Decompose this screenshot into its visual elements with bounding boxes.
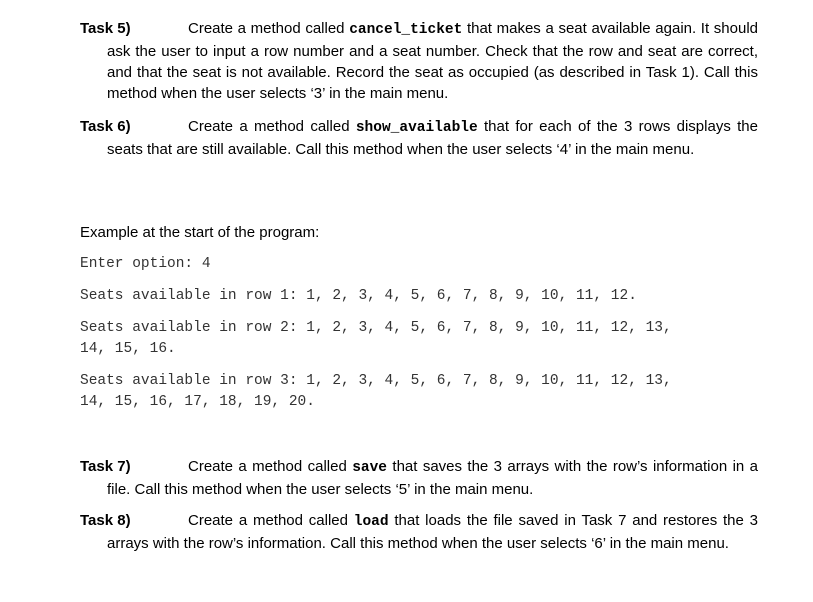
task-6-text-post: that for each of the 3 rows displays the seats that are still available. Call this method when the user selects ‘4’ in the main menu. <box>107 118 758 158</box>
task-6 <box>80 116 758 160</box>
task-5-text-pre: Create a method called <box>188 20 350 37</box>
task-8-method-name: load <box>353 514 389 530</box>
example-heading: Example at the start of the program: <box>80 224 320 241</box>
example-input-line: Enter option: 4 <box>80 256 211 272</box>
task-7-paragraph <box>80 456 758 500</box>
example-row-1: Seats available in row 1: 1, 2, 3, 4, 5, 6, 7, 8, 9, 10, 11, 12. <box>80 288 637 304</box>
example-row-3-line-1: Seats available in row 3: 1, 2, 3, 4, 5, 6, 7, 8, 9, 10, 11, 12, 13, <box>80 373 672 389</box>
task-8-text-pre: Create a method called <box>188 512 354 529</box>
task-5-paragraph <box>80 18 758 104</box>
task-7-text-post: that saves the 3 arrays with the row’s information in a file. Call this method when the user selects ‘5’ in the main menu. <box>107 458 758 498</box>
task-5-method-name: cancel_ticket <box>349 22 463 38</box>
task-5-text-post: that makes a seat available again. It should ask the user to input a row number and a seat number. Check that the row and seat are correct, and that the seat is not available. Record the seat as occupied (as described in Task 1). Call this method when the user selects ‘3’ in the main menu. <box>107 20 758 102</box>
task-8-label: Task 8) <box>80 512 131 529</box>
task-5-label: Task 5) <box>80 20 131 37</box>
task-8-text-post: that loads the file saved in Task 7 and restores the 3 arrays with the row’s information. Call this method when the user selects ‘6’ in the main menu. <box>107 512 759 552</box>
task-8 <box>80 510 758 554</box>
task-8-paragraph <box>80 510 758 554</box>
task-7-label: Task 7) <box>80 458 131 475</box>
example-row-2-line-1: Seats available in row 2: 1, 2, 3, 4, 5, 6, 7, 8, 9, 10, 11, 12, 13, <box>80 320 672 336</box>
example-row-2-line-2: 14, 15, 16. <box>80 341 176 357</box>
task-5 <box>80 18 758 104</box>
task-6-method-name: show_available <box>355 120 478 136</box>
task-6-text-pre: Create a method called <box>188 118 356 135</box>
task-7-method-name: save <box>352 460 388 476</box>
task-6-label: Task 6) <box>80 118 131 135</box>
task-6-paragraph <box>80 116 758 160</box>
example-row-3-line-2: 14, 15, 16, 17, 18, 19, 20. <box>80 394 315 410</box>
task-7 <box>80 456 758 500</box>
task-7-text-pre: Create a method called <box>188 458 353 475</box>
